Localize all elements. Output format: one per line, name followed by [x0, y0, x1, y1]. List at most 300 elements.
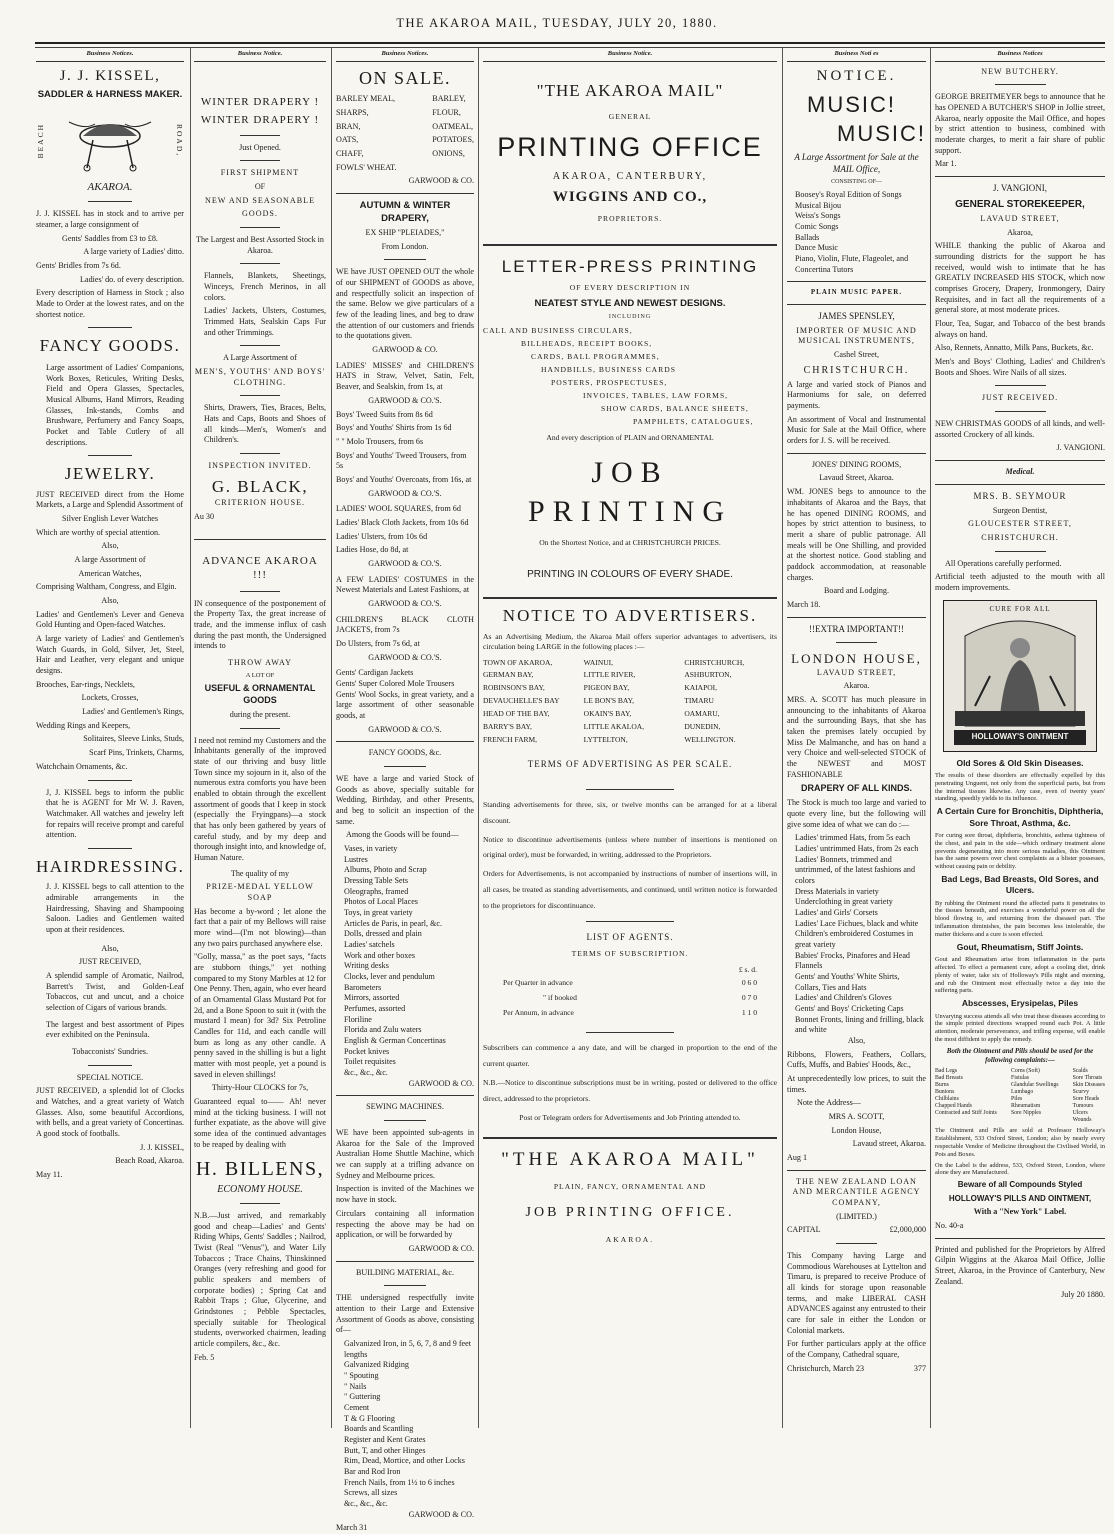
paragraph: Both the Ointment and Pills should be used for the following complaints:—	[946, 1046, 1094, 1065]
divider	[787, 281, 926, 282]
list-item: Screws, all sizes	[344, 1488, 398, 1498]
complaint-item: Chilblains	[935, 1096, 959, 1103]
sale-item: SHARPS,	[336, 108, 369, 117]
paragraph: Which are worthy of special attention.	[36, 527, 161, 537]
place-cell: PIGEON BAY,	[583, 683, 630, 693]
paragraph: This Company having Large and Commodious Warehouses at Lyttelton and Timaru, is prepared to receive Produce of all kinds for storage upon reasonable terms, and make LIBERAL CASH ADVANCES against any entrusted to their care for sale in either the London or Colonial markets.	[787, 1251, 926, 1335]
paragraph: Circulars containing all information respecting the above may be had on application, or will be forwarded by	[336, 1208, 474, 1240]
paragraph: At unprecedentedly low prices, to suit the times.	[787, 1073, 926, 1094]
divider	[336, 741, 474, 742]
sale-list-left	[336, 94, 397, 176]
fancy-goods-heading: FANCY GOODS, &c.	[368, 748, 442, 758]
logo-banner: HOLLOWAY'S OINTMENT	[954, 730, 1086, 745]
billens-heading: H. BILLENS,	[195, 1158, 325, 1181]
paragraph: ECONOMY HOUSE.	[217, 1183, 303, 1195]
list-item: Photos of Local Places	[344, 897, 418, 907]
proprietors-label: PROPRIETORS.	[597, 213, 663, 223]
autumn-heading: AUTUMN & WINTER DRAPERY,	[359, 200, 451, 224]
paragraph: GLOUCESTER STREET,	[968, 519, 1072, 529]
complaint-item: Bad Legs	[935, 1068, 958, 1075]
paragraph: Also,	[847, 1035, 866, 1045]
date-stamp: Feb. 5	[194, 1352, 215, 1362]
just-received: JUST RECEIVED.	[981, 393, 1059, 403]
kissel-name: J. J. KISSEL,	[59, 67, 161, 84]
subscription-label: Per Annum, in advance	[503, 1008, 574, 1018]
list-item: Barometers	[344, 982, 382, 992]
vangioni-heading: J. VANGIONI,	[993, 182, 1047, 193]
paragraph: during the present.	[229, 709, 291, 719]
seymour-heading: MRS. B. SEYMOUR	[973, 490, 1067, 501]
signature: GARWOOD & CO.'S.	[368, 598, 442, 608]
subscription-table	[503, 965, 757, 1018]
divider	[787, 1170, 926, 1171]
letterpress-heading: LETTER-PRESS PRINTING	[501, 256, 759, 276]
list-item: Ladies' satchels	[344, 940, 395, 950]
complaint-item: Tumours	[1072, 1103, 1094, 1110]
paragraph: Akaroa,	[1007, 227, 1033, 237]
paragraph: Ladies Hose, do 8d, at	[336, 545, 409, 555]
notice-number: No. 40-a	[935, 1221, 964, 1230]
paragraph: Lockets, Crosses,	[81, 693, 139, 703]
medical-heading: Medical.	[1005, 467, 1035, 477]
service-line: POSTERS, PROSPECTUSES,	[551, 377, 668, 387]
service-line: PAMPHLETS, CATALOGUES,	[633, 416, 754, 426]
paragraph: I need not remind my Customers and the Inhabitants generally of the improved state of our thriving and busy little Town since my sojourn in it, also of the numerous extra comforts you have been enabled to obtain through the excellent assortment of goods that I keep in stock (especially the Fryingpans)—a stock that has only been gathered by years of careful study, and by my deep and thorough insight into, and knowledge of, Human Nature.	[194, 735, 326, 862]
service-line: BILLHEADS, RECEIPT BOOKS,	[521, 338, 653, 348]
sale-list	[336, 94, 474, 176]
complaints-col	[1073, 1068, 1105, 1124]
beware-heading: Beware of all Compounds Styled	[957, 1180, 1083, 1190]
place-cell: WELLINGTON.	[684, 734, 736, 744]
sale-item: CHAFF,	[336, 149, 364, 159]
paragraph: IN consequence of the postponement of the Property Tax, the great increase of trade, and the immense influx of cash during the past month, the Undersigned intends to	[194, 598, 326, 651]
paragraph: GOODS.	[242, 209, 278, 219]
paragraph: A large and varied stock of Pianos and Harmoniums for sale, on deferred payments.	[787, 379, 926, 411]
paragraph: Lavaud Street, Akaroa.	[819, 473, 894, 483]
building-heading: BUILDING MATERIAL, &c.	[355, 1267, 454, 1277]
complaint-item: Contracted and Stiff Joints	[935, 1110, 997, 1117]
hairdressing-heading: HAIRDRESSING.	[36, 856, 185, 876]
paragraph: For curing sore throat, diphtheria, bronchitis, asthma tightness of the chest, and pain in the side—which ordinary treatment alone prevents degenerating into more serious maladies, this Ointment has the same powers over chest complaints as a blister possesses, without causing pain or debility.	[935, 831, 1105, 871]
paragraph: Ribbons, Flowers, Feathers, Collars, Cuffs, Muffs, and Babies' Hoods, &c.,	[787, 1049, 926, 1070]
signature: GARWOOD & CO.	[408, 1243, 474, 1253]
complaint-item: Scurvy	[1072, 1089, 1090, 1096]
column-header: Business Notices.	[336, 50, 474, 62]
figure-icon	[945, 616, 1095, 726]
divider	[336, 1261, 474, 1262]
place-cell: ROBINSON'S BAY,	[483, 683, 545, 693]
paragraph: A FEW LADIES' COSTUMES in the Newest Materials and Latest Fashions, at	[336, 574, 474, 595]
place-label: AKAROA.	[87, 180, 133, 193]
list-item: English & German Concertinas	[344, 1036, 446, 1046]
paragraph: Comprising Waltham, Congress, and Elgin.	[36, 582, 177, 592]
paragraph: Gout and Rheumatism arise from inflammation in the parts affected. To effect a permanent cure, adopt a cooling diet, drink plenty of water, take six of Holloway's Pills night and morning, and rub the Ointment most effectually twice a day into the suffering parts.	[935, 956, 1105, 995]
divider	[995, 411, 1046, 412]
sewing-heading: SEWING MACHINES.	[366, 1102, 444, 1112]
sale-item: POTATOES,	[432, 135, 474, 145]
place-cell: DEVAUCHELLE'S BAY	[483, 696, 560, 706]
complaint-item: Ulcers	[1072, 1110, 1088, 1117]
black-heading: G. BLACK,	[211, 476, 309, 496]
paragraph: J, J. KISSEL begs to inform the public that he is AGENT for Mr W. J. Raven, Watchmaker. All watches and jewelry left for repairs will receive prompt and careful attention.	[46, 787, 184, 840]
sale-item: BARLEY MEAL,	[336, 94, 396, 104]
column-6	[935, 50, 1105, 1425]
date-stamp: Au 30	[194, 511, 215, 521]
sale-list-right	[432, 94, 474, 176]
divider	[88, 1065, 132, 1066]
paragraph: Gents' Bridles from 7s 6d.	[36, 261, 121, 271]
date-stamp: March 31	[336, 1523, 368, 1533]
place-cell: TOWN OF AKAROA,	[483, 657, 553, 667]
winter-drapery-heading: WINTER DRAPERY !	[200, 114, 320, 127]
divider	[995, 84, 1046, 85]
complaint-item: Bad Breasts	[935, 1075, 963, 1082]
paragraph: Ladies' Jackets, Ulsters, Costumes, Trimmed Hats, Sealskin Caps Fur and other Trimmings.	[204, 306, 326, 337]
date-row	[787, 1364, 926, 1375]
complaint-item: Glandular Swellings	[1011, 1082, 1059, 1089]
paragraph: Orders for Advertisements, is not accompanied by instructions of number of insertions will, in all cases, be treated as standing advertisements, and continued, until written notice is forwarded to the proprietors for discontinuance.	[483, 869, 777, 911]
logo-top-text: CURE FOR ALL	[989, 604, 1051, 613]
footer-title: "THE AKAROA MAIL"	[501, 1148, 759, 1170]
divider	[336, 193, 474, 194]
list-item: Dance Music	[795, 243, 838, 253]
nz-loan-heading: THE NEW ZEALAND LOAN AND MERCANTILE AGENCY COMPANY,	[792, 1176, 921, 1208]
paragraph: (LIMITED.)	[836, 1211, 877, 1221]
divider	[240, 135, 280, 136]
paragraph: Do Ulsters, from 7s 6d, at	[336, 638, 420, 648]
paragraph: LAVAUD STREET,	[816, 667, 897, 677]
divider	[240, 263, 280, 264]
service-line: INVOICES, TABLES, LAW FORMS,	[583, 390, 729, 400]
place-cell: GERMAN BAY,	[483, 670, 534, 680]
paragraph: EX SHIP "PLEIADES,"	[365, 228, 445, 238]
signature: GARWOOD & CO.'S.	[368, 395, 442, 405]
paragraph: NEW CHRISTMAS GOODS of all kinds, and well-assorted Crockery of all kinds.	[935, 419, 1105, 439]
place-cell: CHRISTCHURCH,	[684, 657, 745, 667]
paragraph: Among the Goods will be found—	[346, 830, 459, 840]
divider	[836, 1243, 878, 1244]
list-item: Galvanized Ridging	[344, 1360, 409, 1370]
paragraph: N.B.—Notice to discontinue subscriptions must be in writing, posted or delivered to the office direct, addressed to the proprietors.	[483, 1078, 777, 1103]
paragraph: As an Advertising Medium, the Akaroa Mail offers superior advantages to advertisers, its circulation being LARGE in the following places :—	[483, 631, 777, 651]
paragraph: A LOT OF	[245, 671, 275, 679]
masthead-rule	[35, 42, 1105, 44]
paragraph: JUST RECEIVED direct from the Home Markets, a Large and Splendid Assortment of	[36, 489, 184, 510]
paragraph: Boys' Tweed Suits from 8s 6d	[336, 409, 433, 419]
divider	[935, 484, 1105, 485]
winter-drapery-heading: WINTER DRAPERY !	[200, 95, 320, 108]
list-item: Ladies' untrimmed Hats, from 2s each	[795, 843, 919, 853]
special-notice-heading: SPECIAL NOTICE.	[76, 1072, 144, 1082]
column-4	[483, 50, 777, 1425]
list-item: Florida and Zulu waters	[344, 1025, 422, 1035]
list-item: Ladies' and Children's Gloves	[795, 993, 892, 1003]
divider	[935, 1238, 1105, 1239]
complaint-item: Fistulas	[1011, 1075, 1030, 1082]
paragraph: INSPECTION INVITED.	[208, 461, 312, 471]
paragraph: The Ointment and Pills are sold at Professor Holloway's Establishment, 533 Oxford Street, London; also by nearly every respectable Vendor of Medicine throughout the Civilised World, in Pots and Boxes.	[935, 1127, 1105, 1158]
list-item: Ladies' and Girls' Corsets	[795, 907, 878, 917]
paragraph: Silver English Lever Watches	[61, 514, 159, 524]
footer-sub: PLAIN, FANCY, ORNAMENTAL AND	[553, 1182, 707, 1192]
including-label: INCLUDING	[608, 313, 652, 320]
divider	[995, 385, 1046, 386]
signature: J. VANGIONI.	[1056, 443, 1105, 453]
notice-number: 377	[913, 1363, 926, 1373]
paragraph: PRIZE-MEDAL YELLOW SOAP	[206, 882, 314, 902]
paragraph: CRITERION HOUSE.	[214, 498, 306, 508]
list-item: Writing desks	[344, 961, 389, 971]
signature: GARWOOD & CO.	[372, 345, 438, 355]
place-cell: OAMARU,	[684, 709, 720, 719]
paragraph: A large Assortment of	[74, 555, 146, 565]
divider	[240, 591, 280, 592]
paragraph: A Large Assortment for Sale at the MAIL Office,	[794, 152, 919, 175]
divider	[787, 453, 926, 454]
footer-place: AKAROA.	[605, 1234, 655, 1244]
list-item: Bonnet Fronts, lining and frilling, black and white	[795, 1014, 924, 1035]
service-line: CARDS, BALL PROGRAMMES,	[531, 351, 660, 361]
paragraph: Notice to discontinue advertisements (unless where number of insertions is mentioned on original order), must be forwarded, in writing, addressed to the Proprietors.	[483, 834, 777, 860]
signature: GARWOOD & CO.'S.	[368, 558, 442, 568]
divider	[836, 642, 878, 643]
plain-music-paper: PLAIN MUSIC PAPER.	[810, 288, 903, 297]
terms-heading: TERMS OF ADVERTISING AS PER SCALE.	[527, 758, 733, 769]
paragraph: FIRST SHIPMENT	[220, 168, 300, 178]
complaint-item: Sore Nipples	[1011, 1110, 1042, 1117]
goods-list	[336, 844, 474, 1079]
paragraph: Ladies' and Gentlemen's Rings,	[82, 707, 184, 717]
list-item: Vases, in variety	[344, 844, 398, 853]
paragraph: WE have a large and varied Stock of Goods as above, specially suitable for Wedding, Birthday, and other Presents, and beg to solicit an inspection of the same.	[336, 773, 474, 826]
paragraph: Watchchain Ornaments, &c.	[36, 761, 128, 771]
list-item: Dressing Table Sets	[344, 876, 409, 886]
paragraph: Gents' Saddles from £3 to £8.	[62, 233, 158, 243]
list-item: Boards and Scantling	[344, 1424, 414, 1434]
divider	[240, 227, 280, 228]
place-cell: OKAIN'S BAY,	[583, 709, 632, 719]
holloways-heading: HOLLOWAY'S PILLS AND OINTMENT,	[948, 1193, 1092, 1203]
divider	[995, 551, 1046, 552]
divider	[88, 201, 132, 202]
general-storekeeper: GENERAL STOREKEEPER,	[955, 198, 1085, 210]
list-item: Toys, in great variety	[344, 908, 413, 918]
list-item: Lustres	[344, 854, 368, 864]
divider	[240, 160, 280, 161]
list-item: Toilet requisites	[344, 1057, 396, 1067]
paragraph: An assortment of Vocal and Instrumental Music for Sale at the Mail Office, where orders for J. S. will be received.	[787, 414, 926, 446]
complaint-item: Rheumatism	[1011, 1103, 1041, 1110]
fancy-goods-heading: FANCY GOODS.	[39, 336, 181, 356]
paragraph: OF EVERY DESCRIPTION IN	[569, 283, 691, 293]
paragraph: Cashel Street,	[834, 349, 879, 359]
list-item: Ballads	[795, 232, 820, 242]
service-line: SHOW CARDS, BALANCE SHEETS,	[601, 403, 749, 413]
paragraph: JUST RECEIVED,	[78, 957, 142, 967]
list-item: " Guttering	[344, 1392, 381, 1402]
complaints-col	[935, 1068, 997, 1124]
subscription-value: 0 6 0	[741, 978, 757, 988]
paragraph: The largest and best assortment of Pipes ever exhibited on the Peninsula.	[46, 1019, 184, 1040]
stock-list	[787, 833, 926, 1036]
signature: Beach Road, Akaroa.	[115, 1156, 184, 1166]
signature: London House,	[831, 1125, 882, 1135]
divider	[384, 766, 425, 767]
paragraph: CONSISTING OF—	[831, 179, 882, 186]
extra-important: !!EXTRA IMPORTANT!!	[809, 623, 904, 634]
paragraph: Scarf Pins, Trinkets, Charms,	[89, 748, 184, 758]
paragraph: Gents' Cardigan Jackets Gents' Super Colored Mole Trousers Gents' Wool Socks, in great variety, and a large assortment of other seasonable goods, at	[336, 668, 474, 720]
paragraph: Surgeon Dentist,	[992, 505, 1048, 515]
paragraph: LAVAUD STREET,	[980, 214, 1060, 224]
music-heading: MUSIC!	[807, 92, 896, 118]
column-1	[36, 50, 184, 1425]
notice-heading: NOTICE.	[816, 67, 897, 84]
subscription-value: 0 7 0	[741, 993, 757, 1003]
divider	[384, 259, 425, 260]
footer-job: JOB PRINTING OFFICE.	[525, 1205, 735, 1221]
holloway-heading: Old Sores & Old Skin Diseases.	[956, 757, 1084, 768]
list-item: Galvanized Iron, in 5, 6, 7, 8 and 9 feet lengths	[344, 1338, 471, 1359]
column-separator	[190, 48, 191, 1428]
complaint-item: Burns	[935, 1082, 949, 1089]
date-stamp: July 20 1880.	[1061, 1290, 1105, 1300]
capital-row	[787, 1225, 926, 1236]
complaint-item: Piles	[1011, 1096, 1023, 1103]
sale-item: OATMEAL,	[432, 121, 473, 131]
capital-label: CAPITAL	[787, 1225, 821, 1235]
paragraph: Boys' and Youths' Overcoats, from 16s, at	[336, 474, 472, 484]
paragraph: JUST RECEIVED, a splendid lot of Clocks and Watches, and a great variety of Watch Glasses. Also, some beautiful Accordions, with bells, and a great variety of Concertinas. A good stock of footballs.	[36, 1086, 184, 1139]
signature: J. J. KISSEL,	[140, 1142, 184, 1152]
list-item: Butt, T, and other Hinges	[344, 1445, 426, 1455]
divider	[384, 1285, 425, 1286]
date-stamp: Christchurch, March 23	[787, 1363, 865, 1373]
paragraph: OF	[254, 181, 266, 191]
sale-item: BRAN,	[336, 121, 361, 131]
place-cell: HEAD OF THE BAY,	[483, 709, 550, 719]
list-item: Rim, Dead, Mortice, and other Locks	[344, 1456, 465, 1466]
place-cell: ASHBURTON,	[684, 670, 732, 680]
divider	[240, 395, 280, 396]
subscription-heading: TERMS OF SUBSCRIPTION.	[571, 949, 689, 959]
complaint-item: Corns (Soft)	[1011, 1068, 1040, 1075]
holloway-heading: A Certain Cure for Bronchitis, Diphtheria, Sore Throat, Asthma, &c.	[936, 806, 1104, 828]
complaint-item: Wounds	[1072, 1117, 1092, 1124]
divider	[240, 1203, 280, 1204]
colours-heading: PRINTING IN COLOURS OF EVERY SHADE.	[527, 568, 733, 580]
paragraph: Ladies' and Gentlemen's Lever and Geneva Gold Hunting and Open-faced Watches.	[36, 609, 184, 630]
complaint-item: Skin Diseases	[1072, 1082, 1105, 1089]
akaroa-mail-title: "THE AKAROA MAIL"	[536, 80, 724, 100]
sale-item: FOWLS' WHEAT.	[336, 162, 397, 172]
paragraph: A Large Assortment of	[223, 353, 297, 363]
divider	[336, 1095, 474, 1096]
date-stamp: Mar 1.	[935, 159, 957, 169]
building-list	[336, 1339, 474, 1510]
list-item: Babies' Frocks, Pinafores and Head Flannels	[795, 950, 910, 971]
column-header: Business Noti es	[787, 50, 926, 62]
job-printing-heading: JOB PRINTING	[528, 455, 732, 529]
date-stamp: Aug 1	[787, 1153, 808, 1162]
paragraph: A large variety of Ladies' and Gentlemen's Watch Guards, in Gold, Silver, Jet, Steel, Hair and Leather, very elegant and unique designs.	[36, 634, 184, 676]
divider	[88, 455, 132, 456]
place-cell: BARRY'S BAY,	[483, 722, 532, 731]
paragraph: " " Molo Trousers, from 6s	[336, 436, 424, 446]
neatest-heading: NEATEST STYLE AND NEWEST DESIGNS.	[534, 298, 726, 310]
list-item: Ladies' Bonnets, trimmed and untrimmed, of the latest fashions and colors	[795, 854, 916, 885]
list-item: Oleographs, framed	[344, 886, 409, 896]
list-item: Work and other boxes	[344, 950, 416, 960]
paragraph: Brooches, Ear-rings, Necklets,	[36, 679, 135, 689]
complaints-col	[1011, 1068, 1059, 1124]
paragraph: For further particulars apply at the office of the Company, Cathedral square,	[787, 1339, 926, 1360]
list-item: Underclothing in great variety	[795, 897, 893, 907]
new-butchery-heading: NEW BUTCHERY.	[981, 66, 1059, 76]
printing-office-heading: PRINTING OFFICE	[497, 132, 763, 163]
divider	[88, 848, 132, 849]
paragraph: From London.	[381, 241, 429, 251]
list-item: " Nails	[344, 1381, 367, 1391]
list-item: Floriline	[344, 1014, 372, 1024]
on-sale-heading: ON SALE.	[359, 67, 451, 88]
signature: GARWOOD & CO.'S.	[368, 488, 442, 498]
divider	[935, 176, 1105, 177]
paragraph: Large assortment of Ladies' Companions, Work Boxes, Reticules, Writing Desks, Field and Opera Glasses, Spectacles, Musical Albums, Hand Mirrors, Reading Glasses, Ink-stands, Combs and Brushware, Perfumery and Fancy Soaps, Pocket and Table Cutlery of all descriptions.	[46, 362, 184, 447]
divider	[88, 780, 132, 781]
jewelry-heading: JEWELRY.	[64, 464, 156, 484]
place-cell: DUNEDIN,	[684, 722, 721, 731]
paragraph: IMPORTER OF MUSIC AND MUSICAL INSTRUMENTS,	[796, 325, 917, 346]
list-item: Articles de Paris, in pearl, &c.	[344, 918, 442, 928]
paragraph: Flour, Tea, Sugar, and Tobacco of the best brands always on hand.	[935, 319, 1105, 339]
saddle-illustration-row	[36, 106, 184, 176]
service-line: HANDBILLS, BUSINESS CARDS	[541, 364, 676, 374]
paragraph: Ladies' Black Cloth Jackets, from 10s 6d	[336, 517, 469, 527]
place-cell: LE BON'S BAY,	[583, 696, 634, 706]
paragraph: Wedding Rings and Keepers,	[36, 720, 131, 730]
paragraph: American Watches,	[78, 568, 142, 578]
paragraph: NEW AND SEASONABLE	[204, 195, 316, 205]
column-header: Business Notices	[935, 50, 1105, 62]
paragraph: A splendid sample of Aromatic, Nailrod, Barrett's Twist, and Golden-Leaf Tobaccos, cut and uncut, and a choice selection of Cigars of various brands.	[46, 971, 184, 1013]
list-item: Ladies' Lace Fichues, black and white	[795, 918, 919, 928]
paragraph: USEFUL & ORNAMENTAL GOODS	[204, 683, 316, 706]
imprint: Printed and published for the Proprietors by Alfred Gilpin Wiggins at the Akaroa Mail Office, Jollie Street, Akaroa, in the Province of Canterbury, New Zealand.	[935, 1244, 1105, 1286]
list-item: Gents' and Youths' White Shirts, Collars, Ties and Hats	[795, 971, 900, 992]
paragraph: WE have JUST OPENED OUT the whole of our SHIPMENT of GOODS as above, and respectfully solicit an inspection of the same. Below we give particulars of a few of the leading lines, and beg to draw the attention of our customers and friends to the quotations given.	[336, 267, 474, 341]
list-item: Ladies' trimmed Hats, from 5s each	[795, 833, 911, 843]
list-item: T & G Flooring	[344, 1413, 395, 1423]
complaints-table	[935, 1068, 1105, 1124]
paragraph: THE undersigned respectfully invite attention to their Large and Extensive Assortment of Goods as above, consisting of—	[336, 1293, 474, 1335]
column-header: Business Notices.	[36, 50, 184, 62]
subscription-row	[503, 978, 757, 988]
list-item: Boosey's Royal Edition of Songs	[795, 190, 902, 200]
paragraph: Tobacconists' Sundries.	[72, 1047, 148, 1057]
kissel-trade: SADDLER & HARNESS MAKER.	[37, 89, 183, 101]
paragraph: The quality of my	[230, 868, 290, 878]
service-line: CALL AND BUSINESS CIRCULARS,	[483, 325, 633, 335]
capital-value: £2,000,000	[889, 1225, 926, 1235]
divider	[384, 1120, 425, 1121]
divider	[586, 921, 674, 922]
paragraph: MRS. A. SCOTT has much pleasure in announcing to the inhabitants of Akaroa and the surrounding Bays, that she has taken the premises lately occupied by Miss De Malmanche, and has on hand a very Choice and well-selected STOCK of the NEWEST and MOST FASHIONABLE	[787, 694, 926, 779]
paragraph: The results of these disorders are effectually expelled by this penetrating Unguent, not only from the superficial parts, but from the internal tissues likewise. Any case, even of twenty years' standing, speedily yields to its influence.	[935, 771, 1105, 803]
sale-item: FLOUR,	[432, 108, 461, 117]
column-separator	[782, 48, 783, 1428]
paragraph: LADIES' WOOL SQUARES, from 6d	[336, 504, 461, 514]
